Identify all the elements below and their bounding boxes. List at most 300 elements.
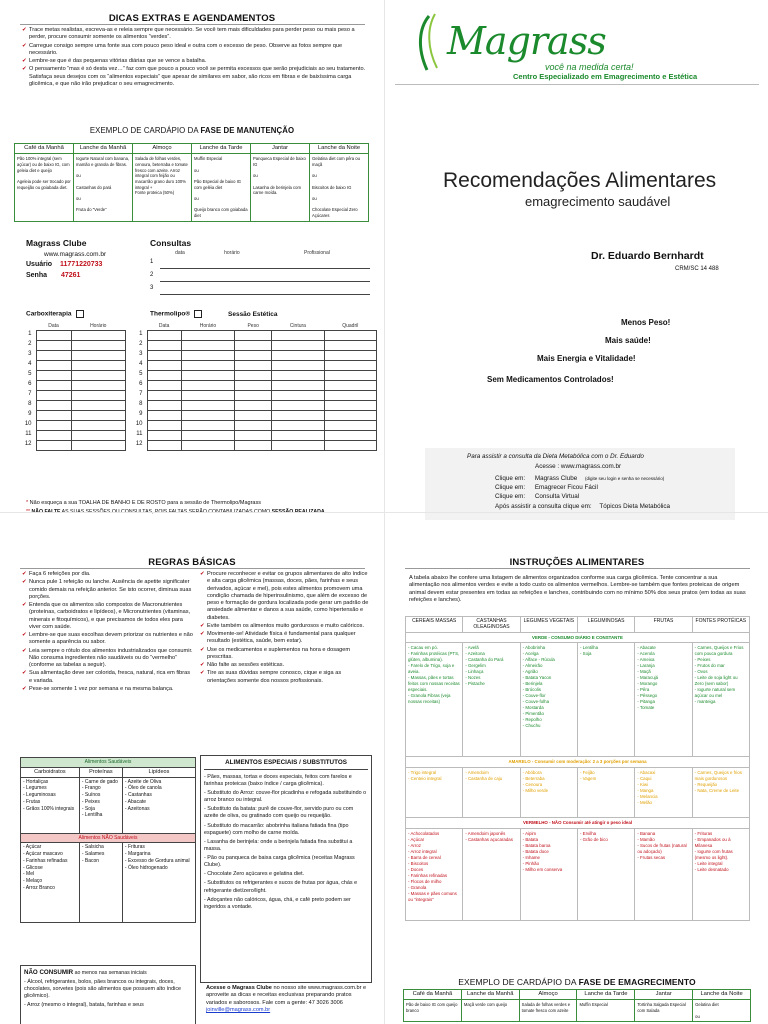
consultas-row-num: 2	[150, 271, 154, 278]
grid-cell[interactable]	[71, 340, 125, 350]
grid-cell[interactable]	[36, 410, 71, 420]
grid-row	[22, 400, 126, 410]
grid-cell[interactable]	[324, 410, 376, 420]
menu-cell: Muffin Especial ou Pão Especial de baixo IG com geléia diet ou Queijo branco com goiabada diet	[192, 154, 251, 221]
grid-cell[interactable]	[147, 390, 181, 400]
grid-cell[interactable]	[147, 360, 181, 370]
consultas-row-num: 3	[150, 284, 154, 291]
dnc-title-rest: ao menos nas semanas iniciais	[73, 970, 147, 976]
thermo-grid	[133, 322, 377, 451]
grid-row-number: 5	[139, 371, 143, 378]
tip-item: ✔ Carregue consigo sempre uma fonte sua com pouco peso ideal e outra com o excesso de peso. Observe as fotos sempre que necessário.	[22, 43, 367, 58]
grid-cell[interactable]	[324, 330, 376, 340]
tip-item: ✔ O pensamento “mas é só desta vez…” faz com que pouco a pouco você se permita excessos que serão prejudiciais ao seu tratamento. Satisfaça seus desejos com os “alimentos especiais” que apesar de similares em sabor, são ricos em fibras e de baixíssima carga glicêmica, e que não irão prejudicar o seu emagrecimento.	[22, 66, 367, 88]
green-cell: - Cacau em pó. - Farinhas protéicas (PTS, glúten, albumina). - Farelo de Trigo, soja e aveia. - Massas, pães e tortas feitos com nossas receitas especiais. - Granola Fibras (veja nossas receitas)	[406, 643, 463, 757]
grid-row	[22, 440, 126, 450]
band-yellow: AMARELO - Consumir com moderação: 2 a 3 porções por semana	[406, 757, 750, 768]
grid-cell[interactable]	[235, 330, 272, 340]
menu-header: Jantar	[635, 990, 693, 1000]
grid-cell[interactable]	[235, 340, 272, 350]
grid-cell[interactable]	[36, 380, 71, 390]
carbox-label: Carboxiterapia	[26, 310, 84, 319]
red-cell: - Amendoim japonês - Castanhas açucaradas	[463, 829, 520, 921]
special-item: - Pão ou panqueca de baixa carga glicêmica (receitas Magrass Clube).	[204, 855, 355, 869]
acesse-title: Acesse o Magrass Clube	[206, 985, 272, 991]
grid-cell[interactable]	[272, 380, 324, 390]
page-top-left	[0, 0, 384, 515]
after-label: Após assistir a consulta clique em:	[495, 503, 592, 510]
maintenance-title-pre: EXEMPLO DE CARDÁPIO DA	[89, 126, 201, 135]
carbox-grid	[22, 322, 126, 451]
page-bottom-right	[384, 512, 768, 1024]
grid-row	[133, 430, 377, 440]
footnote-2: ** NÃO FALTE AS SUAS SESSÕES OU CONSULTAS, POIS FALTAS SERÃO CONTABILIZADAS COMO SESSÃO REALIZADA	[26, 509, 325, 515]
grid-col: Horário	[90, 322, 107, 329]
rules-right	[200, 571, 370, 686]
grid-row-number: 2	[139, 341, 143, 348]
grid-cell[interactable]	[272, 420, 324, 430]
red-cell: - Achocolatados - Açúcar - Arroz - Arroz integral - Barra de cereal - Biscoitos - Doces - Farinhas refinadas - Flocos de milho - Granola - Massas e pães comuns ou “integrais”	[406, 829, 463, 921]
healthy-col: - Hortaliças - Legumes - Leguminosas - Frutas - Grãos 100% integrais	[21, 777, 80, 833]
grid-cell[interactable]	[272, 390, 324, 400]
instructions-intro: A tabela abaixo lhe confere uma listagem de alimentos organizados conforme sua carga glicêmica. Tente concentrar a sua alimentação nos alimentos verdes e evite a todo custo os alimentos vermelhos. Lembre-se também que fontes proteicas de origem animal devem estar presentes em todas as refeições e lanches, contribuindo com no mínimo 50% dos seus pratos (em todas as suas refeições e lanches).	[409, 575, 746, 604]
healthy-title: Alimentos Saudáveis	[21, 758, 196, 768]
menu-header: Almoço	[133, 144, 192, 154]
grid-col: Data	[48, 322, 59, 329]
grid-cell[interactable]	[36, 400, 71, 410]
healthy-col: - Carne de gado - Frango - Suínos - Peixes - Soja - Lentilha	[79, 777, 122, 833]
grid-row-number: 6	[28, 381, 32, 388]
healthy-foods-table	[20, 757, 196, 923]
grid-cell[interactable]	[272, 370, 324, 380]
grid-cell[interactable]	[181, 390, 234, 400]
carbox-checkbox[interactable]	[76, 310, 84, 318]
yellow-cell: - Trigo integral - Centeio integral	[406, 768, 463, 818]
grid-row-number: 6	[139, 381, 143, 388]
maintenance-title-bold: FASE DE MANUTENÇÃO	[200, 126, 295, 135]
grid-row	[22, 380, 126, 390]
clube-title: Magrass Clube	[26, 238, 87, 248]
access-site-label: Acesse :	[535, 463, 560, 470]
grid-cell[interactable]	[147, 430, 181, 440]
acesse-text: no nosso site www.magrass.com.br e aproveite as dicas e receitas exclusivas preparando pratos variados e saborosos. Fale com a gente: 47 3026 3006	[206, 985, 367, 1006]
yellow-cell: - Amendoim - Castanha de caju	[463, 768, 520, 818]
grid-cell[interactable]	[235, 380, 272, 390]
doctor-crm: CRM/SC 14 488	[675, 266, 719, 272]
grid-cell[interactable]	[324, 440, 376, 450]
grid-cell[interactable]	[272, 350, 324, 360]
special-item: - Substitutos os refrigerantes e sucos de frutas por água, chás e refrigerante diet/zero/light.	[204, 880, 358, 894]
tips-list	[22, 27, 367, 89]
grid-row	[22, 350, 126, 360]
food-col-header: LEGUMINOSAS	[577, 617, 634, 633]
red-cell: - Ervilha - Grão de bico	[577, 829, 634, 921]
click-item-clube[interactable]: Magrass Clube	[534, 475, 578, 482]
menu-cell: Gelatina diet ou	[693, 1000, 751, 1022]
grid-cell[interactable]	[235, 420, 272, 430]
grid-cell[interactable]	[147, 330, 181, 340]
grid-cell[interactable]	[71, 440, 125, 450]
grid-cell[interactable]	[71, 420, 125, 430]
grid-cell[interactable]	[36, 340, 71, 350]
grid-cell[interactable]	[181, 350, 234, 360]
consultas-col: data	[175, 249, 185, 256]
grid-cell[interactable]	[181, 380, 234, 390]
grid-col: Data	[158, 322, 170, 329]
grid-cell[interactable]	[324, 380, 376, 390]
grid-cell[interactable]	[71, 400, 125, 410]
menu-cell: Iogurte Natural com banana, mamão e granola de fibras. ou Castanhas do pará ou Fruta do “Verde”	[74, 154, 133, 221]
special-item: - Chocolate Zero açúcares e gelatina diet.	[204, 871, 305, 878]
grid-cell[interactable]	[324, 360, 376, 370]
special-item: - Pães, massas, tortas e doces especiais, feitos com farelos e farinhas proteicas (baixo índice / carga glicêmica).	[204, 773, 352, 787]
access-box	[425, 448, 735, 520]
grid-row	[133, 360, 377, 370]
grid-col: Quadril	[342, 322, 359, 329]
grid-row	[133, 380, 377, 390]
rules-title: REGRAS BÁSICAS	[148, 557, 236, 568]
rule-item: ✔ Leia sempre o rótulo dos alimentos industrializados que consumir. Não consuma ingredientes não saudáveis ou do “vermelho” (conforme as tabelas a seguir).	[22, 648, 194, 670]
menu-cell: Maçã verde com queijo	[461, 1000, 519, 1022]
grid-cell[interactable]	[181, 340, 234, 350]
consultas-col: horário	[224, 249, 240, 256]
grid-row	[133, 370, 377, 380]
green-cell: - Abacate - Acerola - Ameixa - Laranja - Maçã - Maracujá - Morango - Pêra - Pêssego - Pitanga - Tomate	[635, 643, 692, 757]
click-item-emagrecer[interactable]: Emagrecer Ficou Fácil	[534, 484, 598, 491]
emag-title	[385, 977, 768, 988]
grid-row-number: 10	[135, 421, 143, 428]
grid-cell[interactable]	[71, 430, 125, 440]
grid-cell[interactable]	[235, 430, 272, 440]
green-cell: - Abobrinha - Acelga - Alface - Rúcula - Almeirão - Agrião - Batata Yacon - Berinjela - Brócolis - Couve-flor - Couve-folha - Mostarda - Pimentão - Repolho - Chuchu	[520, 643, 577, 757]
grid-cell[interactable]	[147, 410, 181, 420]
grid-cell[interactable]	[147, 350, 181, 360]
grid-cell[interactable]	[235, 400, 272, 410]
rule-item: ✔ Tire as suas dúvidas sempre conosco, cique e siga as orientações somente dos nossos profissionais.	[200, 670, 370, 685]
menu-header: Café da Manhã	[404, 990, 462, 1000]
food-col-header: CASTANHAS OLEAGINOSAS	[463, 617, 520, 633]
consultas-row-num: 1	[150, 258, 154, 265]
dnc-item: - Arroz (mesmo o integral), batata, farinhas e seus	[24, 1001, 144, 1008]
menu-header: Lanche da Noite	[310, 144, 369, 154]
slogan: Mais saúde!	[605, 336, 651, 345]
grid-cell[interactable]	[36, 390, 71, 400]
emag-title-pre: EXEMPLO DE CARDÁPIO DA	[458, 977, 579, 987]
slogan: Mais Energia e Vitalidade!	[537, 354, 636, 363]
grid-row-number: 7	[139, 391, 143, 398]
grid-row	[22, 390, 126, 400]
grid-row	[133, 410, 377, 420]
menu-header: Almoço	[519, 990, 577, 1000]
rule-item: ✔ Pese-se somente 1 vez por semana e na mesma balança.	[22, 686, 194, 693]
rule-item: ✔ Lembre-se que suas escolhas devem priorizar os nutrientes e não somente a aparência ou sabor.	[22, 632, 194, 647]
grid-col: Peso	[247, 322, 259, 329]
senha-value: 47261	[60, 271, 81, 279]
rule-item: ✔ Entenda que os alimentos são compostos de Macronutrientes (proteínas, carboidratos e lipídeos), e Micronutrientes (vitaminas, minerais e fitoquímicos), e que precisamos de todos eles para viver com saúde.	[22, 602, 194, 631]
brand-name: Magrass	[447, 19, 606, 63]
grid-cell[interactable]	[272, 340, 324, 350]
food-col-header: FONTES PROTÉICAS	[692, 617, 749, 633]
unhealthy-col: - Frituras - Margarina - Excesso de Gordura animal - Óleo hidrogenado	[122, 843, 195, 923]
grid-cell[interactable]	[36, 420, 71, 430]
tips-title: DICAS EXTRAS E AGENDAMENTOS	[108, 13, 276, 24]
menu-cell: Salada de folhas verdes e tomate fresco com azeite	[519, 1000, 577, 1022]
rule-item: ✔ Movimente-se! Atividade física é fundamental para qualquer resultado (estética, saúde, bem estar).	[200, 631, 370, 646]
grid-cell[interactable]	[181, 360, 234, 370]
consultas-col: Profissional	[304, 249, 330, 256]
rules-left	[22, 571, 194, 694]
grid-cell[interactable]	[36, 350, 71, 360]
menu-cell: Salada de folhas verdes, cenoura, beterraba e tomate fresco com azeite. Arroz integral com feijão ou macarrão grano duro 100% integral + Fonte proteica (50%)	[133, 154, 192, 221]
rule-item: ✔ Não falte as sessões estéticas.	[200, 662, 370, 669]
thermo-checkbox[interactable]	[194, 310, 202, 318]
special-item: - Adoçantes não calóricos, água, chá, e café preto podem ser ingeridos a vontade.	[204, 896, 351, 910]
yellow-cell: - Abacaxi - Caqui - Kiwi - Manga - Melancia - Melão	[635, 768, 692, 818]
click-item-consulta[interactable]: Consulta Virtual	[534, 493, 580, 500]
grid-cell[interactable]	[235, 390, 272, 400]
consultas-block	[150, 238, 370, 295]
grid-row-number: 12	[24, 441, 32, 448]
grid-row-number: 5	[28, 371, 32, 378]
divider	[20, 568, 365, 569]
doctor-name: Dr. Eduardo Bernhardt	[591, 250, 704, 262]
grid-cell[interactable]	[272, 400, 324, 410]
green-cell: - Carnes, Queijos e Frios com pouca gordura - Peixes - Frutos do mar - Ovos - Leite de soja light ou Zero (sem sabor) - Iogurte natural sem açúcar ou mel - manteiga	[692, 643, 749, 757]
grid-row-number: 9	[139, 411, 143, 418]
menu-cell: Tortinha Salgada Especial com Salada	[635, 1000, 693, 1022]
dnc-title-bold: NÃO CONSUMIR	[24, 969, 74, 976]
grid-cell[interactable]	[181, 420, 234, 430]
grid-cell[interactable]	[71, 390, 125, 400]
grid-cell[interactable]	[324, 370, 376, 380]
healthy-header: Carboidratos	[21, 767, 80, 777]
grid-row	[133, 330, 377, 340]
menu-cell: Gelatina diet com pêra ou maçã ou Biscoitos de baixo IG ou Chocolate Especial Zero Açúcares	[310, 154, 369, 221]
page-top-right	[384, 0, 768, 512]
grid-cell[interactable]	[324, 400, 376, 410]
grid-cell[interactable]	[71, 360, 125, 370]
special-item: - Substituto da batata: purê de couve-flor, servido puro ou com azeite de oliva, ou gratinado com queijo ou requeijão.	[204, 806, 354, 820]
grid-row-number: 3	[28, 351, 32, 358]
grid-row	[133, 340, 377, 350]
grid-cell[interactable]	[36, 370, 71, 380]
special-item: - Substituto do macarrão: abobrinha italiana fatiada fina (tipo espaguete) com molho de carne moída.	[204, 822, 349, 836]
grid-row	[22, 430, 126, 440]
consultas-table	[150, 250, 370, 296]
tip-item: ✔ Lembre-se que é das pequenas vitórias diárias que se vence a batalha.	[22, 58, 367, 65]
grid-cell[interactable]	[235, 440, 272, 450]
grid-cell[interactable]	[181, 430, 234, 440]
dnc-item: - Álcool, refrigerantes, bolos, pães brancos ou integrais, doces, chocolates, sorvetes (pois são alimentos que possuem alto índice glicêmico).	[24, 978, 182, 999]
menu-header: Lanche da Manhã	[461, 990, 519, 1000]
menu-cell: Pão de baixo IG com queijo branco	[404, 1000, 462, 1022]
menu-header: Café da Manhã	[15, 144, 74, 154]
red-cell: - Frituras - Empanados ou à Milanesa - Iogurte com frutas (mesmo os light). - Leite integral - Leite desnatado	[692, 829, 749, 921]
grid-cell[interactable]	[181, 400, 234, 410]
menu-header: Lanche da Tarde	[192, 144, 251, 154]
click-label: Clique em:	[495, 484, 526, 491]
grid-cell[interactable]	[71, 350, 125, 360]
menu-header: Jantar	[251, 144, 310, 154]
menu-cell: Panqueca Especial de baixo IG ou Lasanha de berinjela com carne moída.	[251, 154, 310, 221]
grid-row	[133, 390, 377, 400]
acesse-box	[206, 985, 372, 1024]
grid-row	[133, 350, 377, 360]
grid-cell[interactable]	[36, 360, 71, 370]
grid-cell[interactable]	[71, 410, 125, 420]
grid-row-number: 4	[28, 361, 32, 368]
grid-cell[interactable]	[36, 440, 71, 450]
menu-header: Lanche da Manhã	[74, 144, 133, 154]
grid-row	[133, 420, 377, 430]
divider	[405, 568, 750, 569]
food-col-header: LEGUMES VEGETAIS	[520, 617, 577, 633]
grid-cell[interactable]	[235, 360, 272, 370]
menu-header: Lanche da Tarde	[577, 990, 635, 1000]
grid-row	[22, 330, 126, 340]
grid-cell[interactable]	[147, 400, 181, 410]
access-site-link[interactable]: www.magrass.com.br	[560, 463, 622, 470]
grid-cell[interactable]	[147, 440, 181, 450]
rule-item: ✔ Sua alimentação deve ser colorida, fresca, natural, rica em fibras e variada.	[22, 670, 194, 685]
unhealthy-title: Alimentos NÃO Saudáveis	[21, 833, 196, 843]
usuario-value: 11771220733	[60, 260, 103, 268]
access-intro: Para assistir a consulta da Dieta Metabólica com o Dr. Eduardo	[467, 453, 644, 460]
grid-cell[interactable]	[71, 380, 125, 390]
grid-cell[interactable]	[272, 430, 324, 440]
red-cell: - Aipim - Batata - Batata baroa - Batata doce - Inhame - Pinhão - Milho em conserva	[520, 829, 577, 921]
food-col-header: CEREAIS MASSAS	[406, 617, 463, 633]
grid-cell[interactable]	[272, 330, 324, 340]
food-table	[405, 616, 750, 921]
band-red: VERMELHO - NÃO Consumir até atingir o peso ideal	[406, 818, 750, 829]
clube-url[interactable]: www.magrass.com.br	[44, 250, 107, 258]
unhealthy-col: - Açúcar - Açúcar mascavo - Farinhas refinadas - Glicose - Mel - Melaço - Arroz Branco	[21, 843, 80, 923]
grid-cell[interactable]	[235, 350, 272, 360]
grid-row-number: 8	[139, 401, 143, 408]
divider	[395, 84, 759, 85]
tip-item: ✔ Trace metas realistas, escreva-as e releia sempre que necessário. Se você tem mais dificuldades para perder peso ou mais peso a perder, procure consumir somente os alimentos “verdes”.	[22, 27, 367, 42]
special-foods-box	[200, 755, 372, 983]
grid-row-number: 2	[28, 341, 32, 348]
grid-cell[interactable]	[36, 330, 71, 340]
green-cell: - Avelã - Azeitona - Castanha do Pará - Gergelim - Linhaça - Nozes - Pistache	[463, 643, 520, 757]
grid-col: Cintura	[289, 322, 306, 329]
click-note: (digite seu login e senha se necessário)	[584, 476, 665, 481]
maintenance-title	[0, 126, 384, 136]
grid-cell[interactable]	[71, 370, 125, 380]
special-title: ALIMENTOS ESPECIAIS / SUBSTITUTOS	[204, 759, 368, 770]
grid-cell[interactable]	[324, 340, 376, 350]
grid-cell[interactable]	[181, 330, 234, 340]
rule-item: ✔ Nunca pule 1 refeição ou lanche. Ausência de apetite significater comido demais na refeição anterior. Se isto ocorrer, diminua suas porções.	[22, 579, 194, 601]
slogan: Menos Peso!	[621, 318, 671, 327]
grid-cell[interactable]	[272, 360, 324, 370]
after-item[interactable]: Tópicos Dieta Metabólica	[599, 503, 671, 510]
menu-header: Lanche da Noite	[693, 990, 751, 1000]
yellow-cell: - Abóbora - Beterraba - Cenoura - Milho verde	[520, 768, 577, 818]
grid-cell[interactable]	[147, 420, 181, 430]
doc-title: Recomendações Alimentares	[443, 169, 717, 192]
yellow-cell: - Feijão - Vagem	[577, 768, 634, 818]
consultas-title: Consultas	[150, 238, 192, 248]
grid-cell[interactable]	[147, 380, 181, 390]
grid-row-number: 7	[28, 391, 32, 398]
clube-block	[26, 238, 146, 280]
grid-cell[interactable]	[181, 370, 234, 380]
food-col-header: FRUTAS	[635, 617, 692, 633]
grid-row	[22, 340, 126, 350]
rule-item: ✔ Use os medicamentos e suplementos na hora e dosagem prescritas.	[200, 647, 370, 662]
rule-item: ✔ Evite também os alimentos muito gordurosos e muito calóricos.	[200, 623, 370, 630]
doc-subtitle: emagrecimento saudável	[525, 194, 671, 209]
healthy-col: - Azeite de Oliva - Óleo de canola - Castanhas - Abacate - Azeitonas	[122, 777, 195, 833]
yellow-cell: - Carnes, Queijos e frios mais gordurosos - Requeijão - Nata, Creme de Leite	[692, 768, 749, 818]
grid-cell[interactable]	[324, 350, 376, 360]
grid-row-number: 11	[25, 431, 32, 438]
rule-item: ✔ Procure reconhecer e evitar os grupos alimentares de alto índice e alta carga glicêmica (massas, doces, pães, farinhas e seus derivados, açúcar e mel), pois estes alimentos promovem uma condição chamada de hiperinsulinismo, que além de excesso de peso e formação de gordura localizada pode gerar um padrão de ansiedade alimentar e danos a sua saúde, como hipertensão e diabetes.	[200, 571, 370, 622]
grid-row-number: 1	[28, 331, 32, 338]
grid-row	[133, 400, 377, 410]
grid-row-number: 3	[139, 351, 143, 358]
grid-cell[interactable]	[147, 370, 181, 380]
grid-cell[interactable]	[235, 410, 272, 420]
grid-cell[interactable]	[324, 420, 376, 430]
footnote-1: * Não esqueça a sua TOALHA DE BANHO E DE ROSTO para a sessão de Thermolipo/Magrass	[26, 500, 261, 506]
unhealthy-col: - Salsicha - Salames - Bacon	[79, 843, 122, 923]
grid-cell[interactable]	[324, 430, 376, 440]
grid-cell[interactable]	[235, 370, 272, 380]
click-label: Clique em:	[495, 475, 526, 482]
click-label: Clique em:	[495, 493, 526, 500]
grid-row-number: 1	[139, 331, 143, 338]
grid-cell[interactable]	[181, 440, 234, 450]
grid-row-number: 10	[24, 421, 32, 428]
grid-row-number: 8	[28, 401, 32, 408]
grid-cell[interactable]	[147, 340, 181, 350]
green-cell: - Lentilha - Soja	[577, 643, 634, 757]
grid-cell[interactable]	[181, 410, 234, 420]
healthy-header: Proteínas	[79, 767, 122, 777]
maintenance-menu-table	[14, 143, 369, 222]
emag-menu-table	[403, 989, 751, 1022]
thermo-label: Thermolipo®	[150, 310, 202, 319]
special-item: - Substituto do Arroz: couve-flor picadinha e refogada substituindo o arroz branco ou integral.	[204, 790, 367, 804]
band-green: VERDE - CONSUMO DIÁRIO E CONSTANTE	[406, 632, 750, 643]
page-bottom-left	[0, 512, 384, 1024]
grid-cell[interactable]	[71, 330, 125, 340]
grid-cell[interactable]	[324, 390, 376, 400]
grid-row-number: 4	[139, 361, 143, 368]
usuario-label: Usuário	[26, 260, 53, 268]
brand-tagline: você na medida certa!	[545, 62, 634, 72]
special-item: - Lasanha de berinjela: onde a berinjela fatiada fina substitui a massa.	[204, 838, 353, 852]
acesse-email[interactable]: joinville@magrass.com.br	[206, 1006, 271, 1013]
grid-cell[interactable]	[36, 430, 71, 440]
healthy-header: Lipídeos	[122, 767, 195, 777]
grid-cell[interactable]	[272, 440, 324, 450]
instructions-title: INSTRUÇÕES ALIMENTARES	[509, 557, 645, 568]
grid-row	[22, 360, 126, 370]
red-cell: - Banana - Mamão - Sucos de frutas (natural ou adoçado) - Frutas secas	[635, 829, 692, 921]
grid-row	[22, 410, 126, 420]
slogan: Sem Medicamentos Controlados!	[487, 375, 614, 384]
grid-row	[22, 420, 126, 430]
brand-subtitle: Centro Especializado em Emagrecimento e Estética	[513, 72, 698, 81]
grid-cell[interactable]	[272, 410, 324, 420]
grid-row	[22, 370, 126, 380]
senha-label: Senha	[26, 271, 48, 279]
